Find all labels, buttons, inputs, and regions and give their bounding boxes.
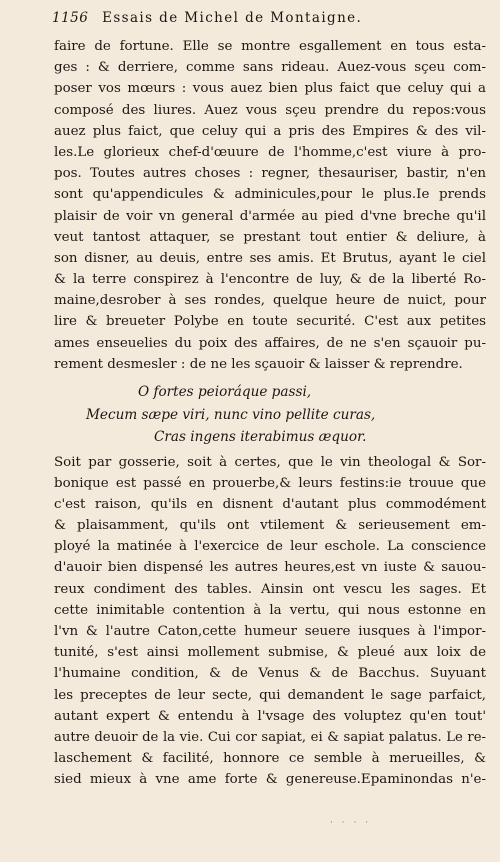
text-line: plaisir de voir vn general d'armée au pied d'vne breche qu'il: [54, 208, 486, 224]
text-line: autre deuoir de la vie. Cui cor sapiat, ei & sapiat palatus. Le re-: [54, 729, 486, 745]
text-line: sied mieux à vne ame forte & genereuse.Epaminondas n'e-: [54, 772, 486, 788]
text-line: reux condiment des tables. Ainsin ont vescu les sages. Et: [54, 581, 486, 597]
running-title: Essais de Michel de Montaigne.: [102, 10, 363, 26]
text-line: veut tantost attaquer, se prestant tout entier & deliure, à: [54, 229, 486, 245]
text-line: cette inimitable contention à la vertu, qui nous estonne en: [54, 602, 486, 618]
text-line: ges : & derriere, comme sans rideau. Auez-vous sçeu com-: [54, 60, 486, 76]
text-line: poser vos mœurs : vous auez bien plus faict que celuy qui a: [54, 81, 486, 97]
text-line: ames enseuelies du poix des affaires, de ne s'en sçauoir pu-: [54, 335, 486, 351]
running-header: [52, 10, 482, 26]
text-line: bonique est passé en prouerbe,& leurs festins:ie trouue que: [54, 475, 486, 491]
text-line: d'auoir bien dispensé les autres heures,est vn iuste & sauou-: [54, 560, 486, 576]
text-line: ployé la matinée à l'exercice de leur eschole. La conscience: [54, 539, 486, 555]
text-line: son disner, au deuis, entre ses amis. Et Brutus, ayant le ciel: [54, 250, 486, 266]
text-line: pos. Toutes autres choses : regner, thesauriser, bastir, n'en: [54, 166, 486, 182]
text-line: rement desmesler : de ne les sçauoir & laisser & reprendre.: [54, 356, 463, 372]
text-line: auez plus faict, que celuy qui a pris des Empires & des vil-: [54, 123, 486, 139]
text-line: tunité, s'est ainsi mollement submise, & pleué aux loix de: [54, 645, 486, 661]
text-line: composé des liures. Auez vous sçeu prendre du repos:vous: [54, 102, 486, 118]
text-line: autant expert & entendu à l'vsage des voluptez qu'en tout': [54, 708, 486, 724]
verse-line: Mecum sæpe viri, nunc vino pellite curas,: [86, 406, 376, 423]
footer-marks: · · · ·: [330, 818, 372, 828]
text-line: l'humaine condition, & de Venus & de Bacchus. Suyuant: [54, 666, 486, 682]
text-line: & plaisamment, qu'ils ont vtilement & serieusement em-: [54, 518, 486, 534]
text-line: laschement & facilité, honnore ce semble à merueilles, &: [54, 751, 486, 767]
text-line: & la terre conspirez à l'encontre de luy, & de la liberté Ro-: [54, 272, 486, 288]
text-line: maine,desrober à ses rondes, quelque heure de nuict, pour: [54, 293, 486, 309]
text-line: lire & breueter Polybe en toute securité. C'est aux petites: [54, 314, 486, 330]
paragraph-1: [54, 36, 486, 375]
paragraph-2: [54, 452, 486, 791]
text-line: les preceptes de leur secte, qui demandent le sage parfaict,: [54, 687, 486, 703]
verse-line: Cras ingens iterabimus æquor.: [154, 429, 367, 445]
text-line: sont qu'appendicules & adminicules,pour le plus.Ie prends: [54, 187, 486, 203]
verse-line: O fortes peioráque passi,: [138, 384, 312, 400]
text-line: faire de fortune. Elle se montre esgallement en tous esta-: [54, 39, 486, 54]
text-line: Soit par gosserie, soit à certes, que le vin theologal & Sor-: [54, 454, 486, 470]
verse-quotation: [54, 381, 486, 449]
text-line: les.Le glorieux chef-d'œuure de l'homme,c'est viure à pro-: [54, 144, 486, 160]
text-line: c'est raison, qu'ils en disnent d'autant plus commodément: [54, 496, 486, 512]
page-body: [54, 36, 486, 791]
page-number: 1156: [52, 10, 89, 26]
text-line: l'vn & l'autre Caton,cette humeur seuere iusques à l'impor-: [54, 624, 486, 639]
